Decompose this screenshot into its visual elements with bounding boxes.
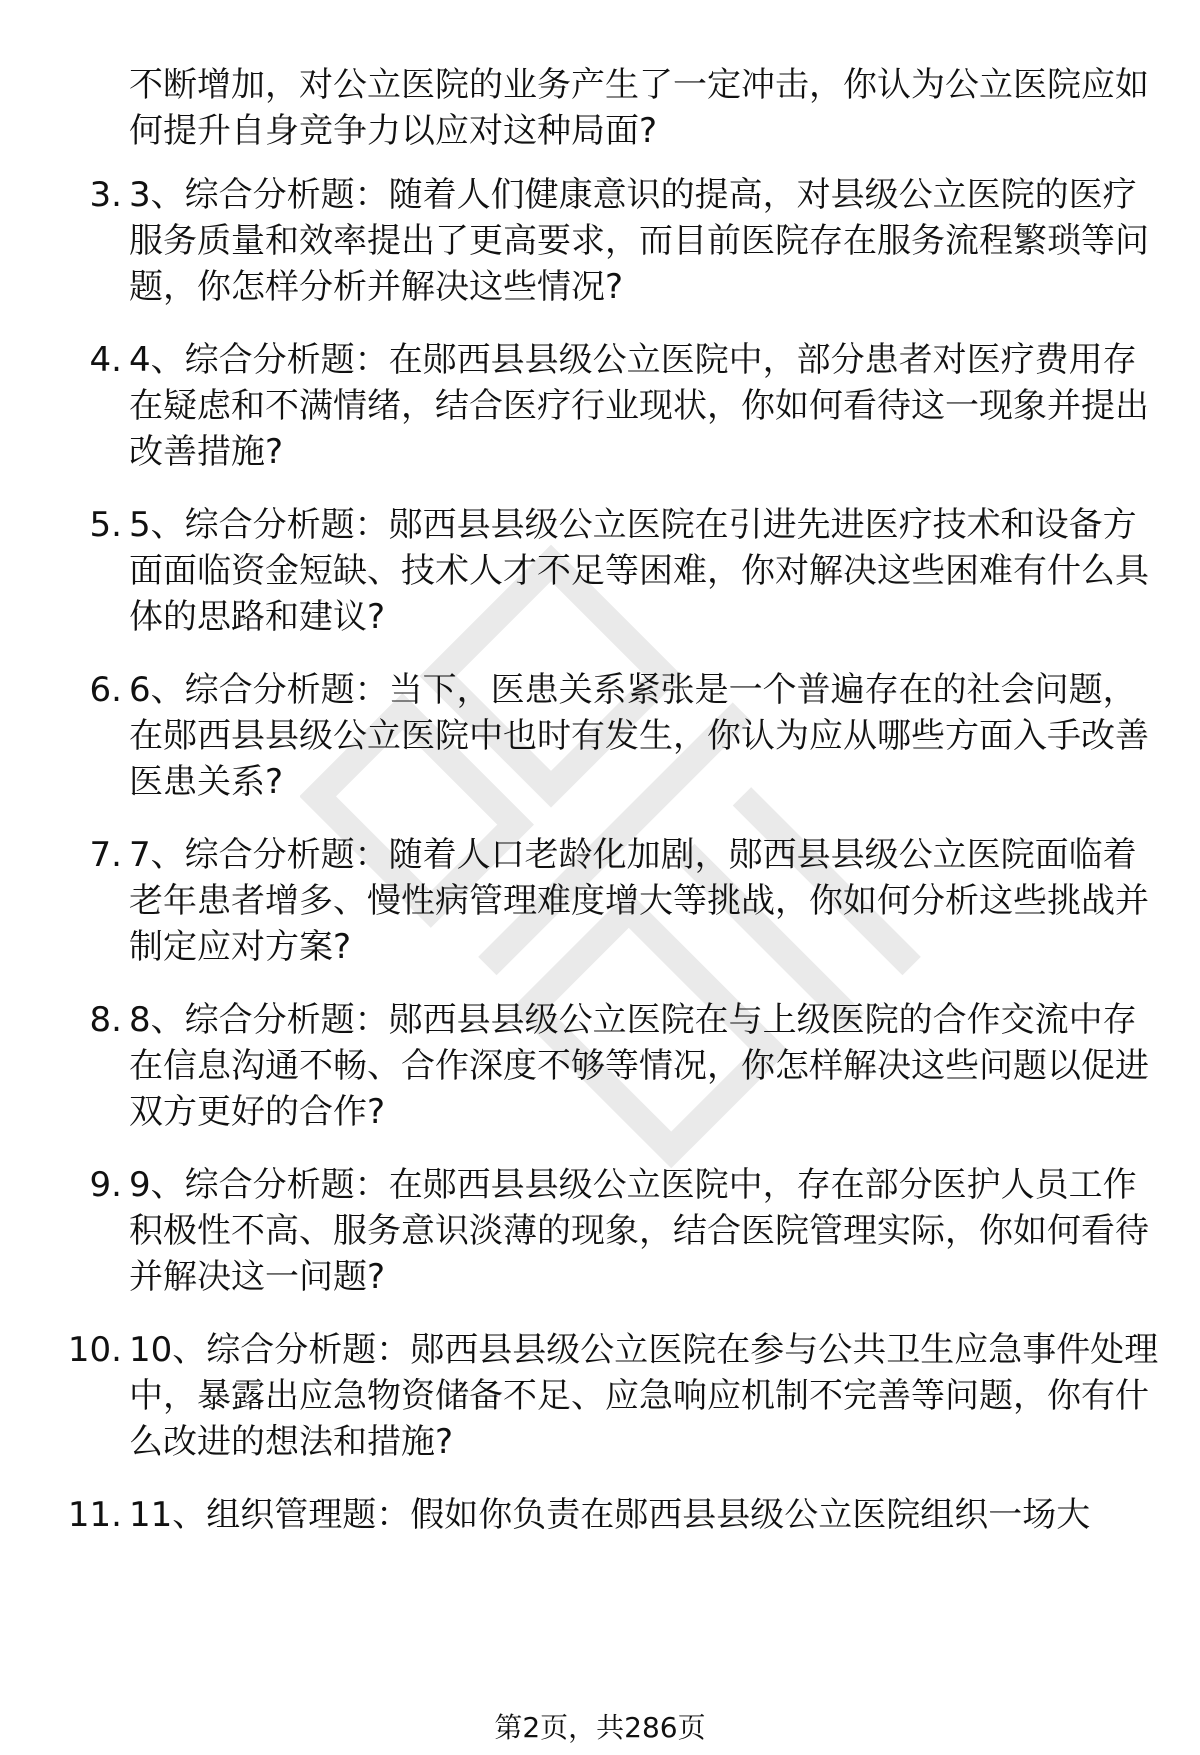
question-number: 4. bbox=[89, 340, 122, 380]
question-text: 9、综合分析题：在郧西县县级公立医院中，存在部分医护人员工作积极性不高、服务意识淡薄的现象，结合医院管理实际，你如何看待并解决这一问题? bbox=[129, 1165, 1149, 1297]
question-number: 6. bbox=[89, 670, 122, 710]
question-text: 11、组织管理题：假如你负责在郧西县县级公立医院组织一场大 bbox=[129, 1495, 1091, 1535]
question-text: 10、综合分析题：郧西县县级公立医院在参与公共卫生应急事件处理中，暴露出应急物资储备不足、应急响应机制不完善等问题，你有什么改进的想法和措施? bbox=[129, 1330, 1159, 1462]
question-number: 11. bbox=[67, 1495, 122, 1535]
question-number: 10. bbox=[67, 1330, 122, 1370]
question-number: 8. bbox=[89, 1000, 122, 1040]
question-number: 3. bbox=[89, 175, 122, 215]
page-footer: 第2页，共286页 bbox=[494, 1711, 706, 1744]
question-text: 6、综合分析题：当下，医患关系紧张是一个普遍存在的社会问题，在郧西县县级公立医院中也时有发生，你认为应从哪些方面入手改善医患关系? bbox=[129, 670, 1149, 802]
question-text: 8、综合分析题：郧西县县级公立医院在与上级医院的合作交流中存在信息沟通不畅、合作深度不够等情况，你怎样解决这些问题以促进双方更好的合作? bbox=[129, 1000, 1149, 1132]
question-text: 7、综合分析题：随着人口老龄化加剧，郧西县县级公立医院面临着老年患者增多、慢性病管理难度增大等挑战，你如何分析这些挑战并制定应对方案? bbox=[129, 835, 1149, 967]
question-number: 9. bbox=[89, 1165, 122, 1205]
question-text: 4、综合分析题：在郧西县县级公立医院中，部分患者对医疗费用存在疑虑和不满情绪，结合医疗行业现状，你如何看待这一现象并提出改善措施? bbox=[129, 340, 1149, 472]
question-number: 5. bbox=[89, 505, 122, 545]
continuation-paragraph: 不断增加，对公立医院的业务产生了一定冲击，你认为公立医院应如何提升自身竞争力以应对这种局面? bbox=[129, 65, 1149, 151]
question-text: 5、综合分析题：郧西县县级公立医院在引进先进医疗技术和设备方面面临资金短缺、技术人才不足等困难，你对解决这些困难有什么具体的思路和建议? bbox=[129, 505, 1149, 637]
question-text: 3、综合分析题：随着人们健康意识的提高，对县级公立医院的医疗服务质量和效率提出了更高要求，而目前医院存在服务流程繁琐等问题，你怎样分析并解决这些情况? bbox=[129, 175, 1149, 307]
question-number: 7. bbox=[89, 835, 122, 875]
